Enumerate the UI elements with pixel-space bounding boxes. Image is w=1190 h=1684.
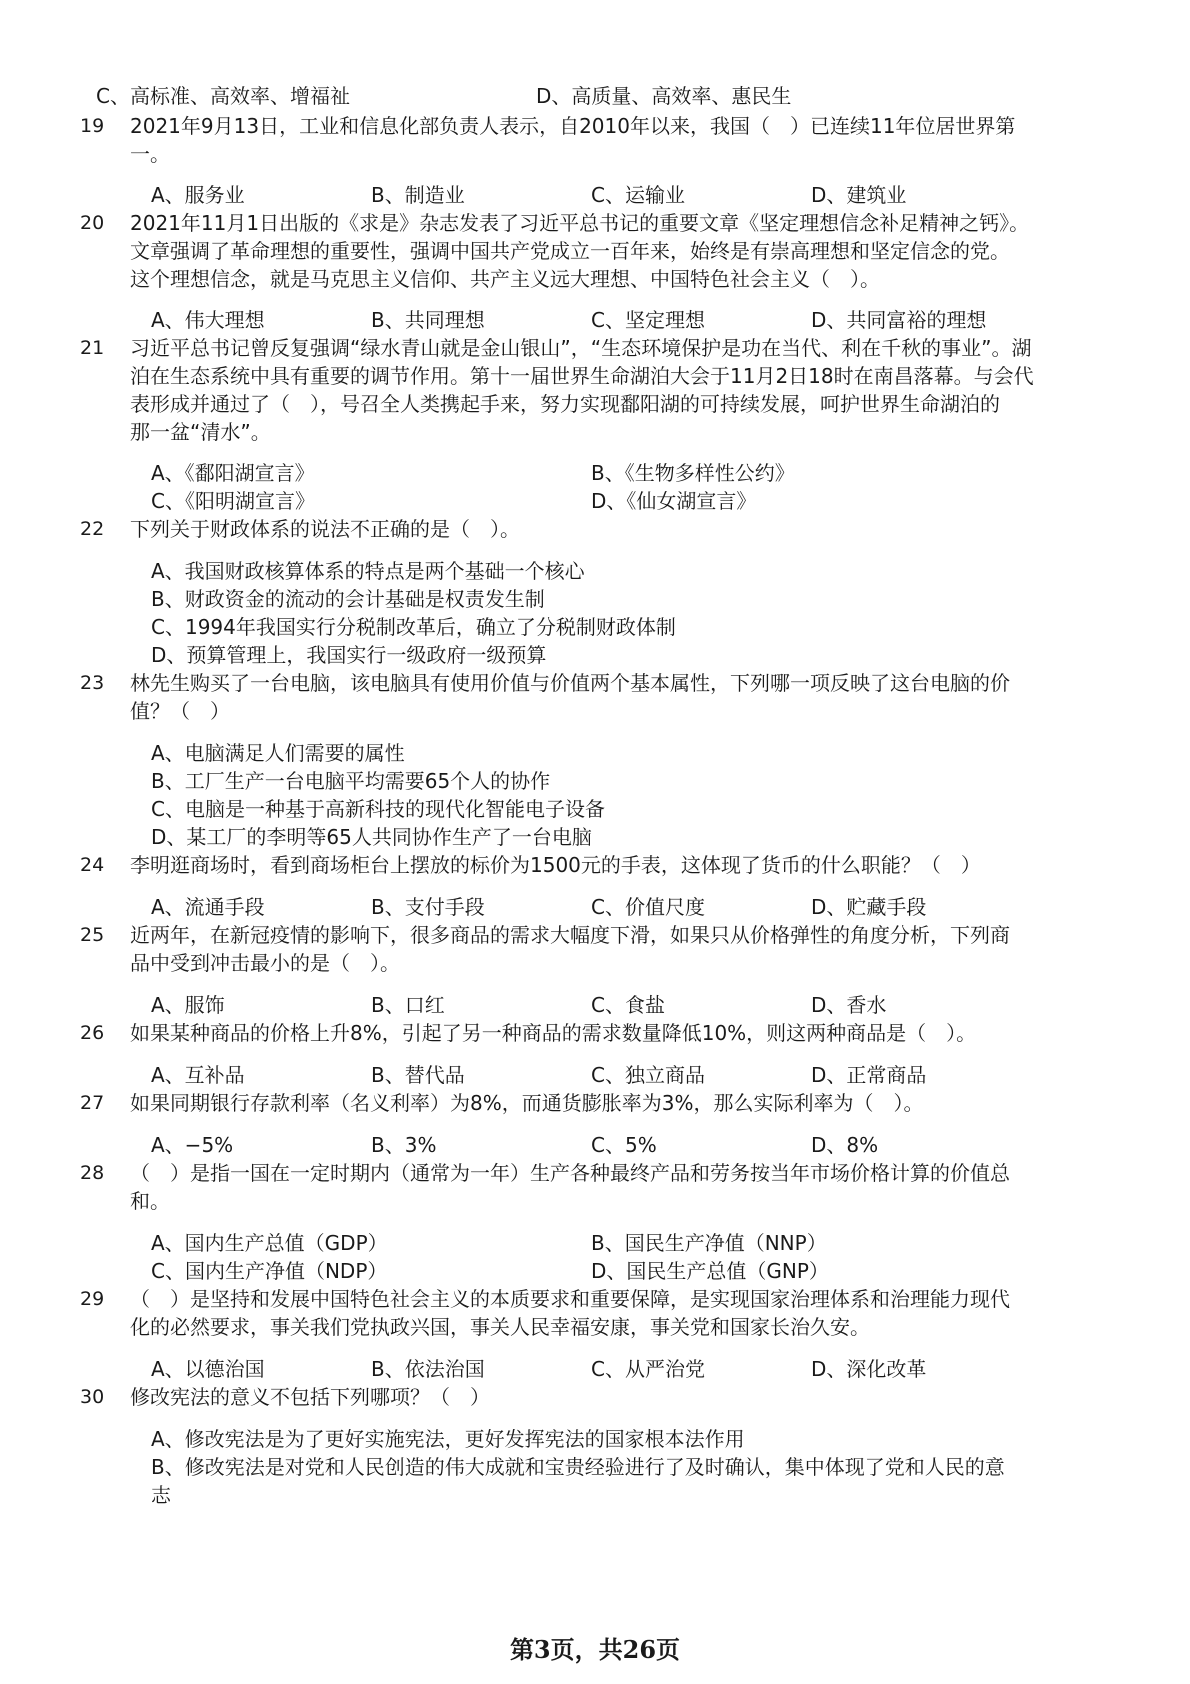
page-footer: 第3页，共26页 <box>509 1635 681 1664</box>
question-number: 26 <box>80 1022 105 1044</box>
option-a: A、《鄱阳湖宣言》 <box>151 461 315 485</box>
option-d: D、深化改革 <box>811 1357 927 1381</box>
option-a: A、以德治国 <box>151 1357 265 1381</box>
option-d: D、正常商品 <box>811 1063 927 1087</box>
option-d: D、《仙女湖宣言》 <box>591 489 757 513</box>
option-d: D、香水 <box>811 993 887 1017</box>
option-c: C、价值尺度 <box>591 895 705 919</box>
question-number: 19 <box>80 115 105 137</box>
question-text: 2021年9月13日，工业和信息化部负责人表示，自2010年以来，我国（ ）已连续11年位居世界第 <box>130 114 1016 138</box>
option-a: A、服务业 <box>151 183 245 207</box>
option-c: C、5% <box>591 1133 657 1157</box>
option-d: D、建筑业 <box>811 183 907 207</box>
option-a: A、伟大理想 <box>151 308 265 332</box>
question-text: 泊在生态系统中具有重要的调节作用。第十一届世界生命湖泊大会于11月2日18时在南昌落幕。与会代 <box>130 364 1034 388</box>
option-d: D、高质量、高效率、惠民生 <box>536 84 792 108</box>
question-text: 这个理想信念，就是马克思主义信仰、共产主义远大理想、中国特色社会主义（ ）。 <box>130 267 880 291</box>
option-c: C、坚定理想 <box>591 308 705 332</box>
option-d: D、共同富裕的理想 <box>811 308 987 332</box>
option-c: C、1994年我国实行分税制改革后，确立了分税制财政体制 <box>151 615 676 639</box>
option-b: B、依法治国 <box>371 1357 485 1381</box>
question-number: 20 <box>80 212 105 234</box>
option-c: C、独立商品 <box>591 1063 705 1087</box>
option-b: B、3% <box>371 1133 437 1157</box>
question-text: （ ）是指一国在一定时期内（通常为一年）生产各种最终产品和劳务按当年市场价格计算的价值总 <box>130 1161 1010 1185</box>
option-c: C、电脑是一种基于高新科技的现代化智能电子设备 <box>151 797 605 821</box>
option-d: D、8% <box>811 1133 879 1157</box>
option-a: A、电脑满足人们需要的属性 <box>151 741 405 765</box>
option-c: C、高标准、高效率、增福祉 <box>96 84 350 108</box>
option-a: A、流通手段 <box>151 895 265 919</box>
option-b: B、工厂生产一台电脑平均需要65个人的协作 <box>151 769 551 793</box>
option-c: C、食盐 <box>591 993 665 1017</box>
question-text: 那一盆“清水”。 <box>130 420 271 444</box>
option-d: D、贮藏手段 <box>811 895 927 919</box>
option-d: D、预算管理上，我国实行一级政府一级预算 <box>151 643 547 667</box>
question-text: 化的必然要求，事关我们党执政兴国，事关人民幸福安康，事关党和国家长治久安。 <box>130 1315 870 1339</box>
question-text: 习近平总书记曾反复强调“绿水青山就是金山银山”，“生态环境保护是功在当代、利在千秋的事业”。湖 <box>130 336 1032 360</box>
option-b: B、制造业 <box>371 183 465 207</box>
question-text: 李明逛商场时，看到商场柜台上摆放的标价为1500元的手表，这体现了货币的什么职能？（ ） <box>130 853 981 877</box>
option-c: C、国内生产净值（NDP） <box>151 1259 388 1283</box>
option-b: B、共同理想 <box>371 308 485 332</box>
question-number: 23 <box>80 672 105 694</box>
question-text: （ ）是坚持和发展中国特色社会主义的本质要求和重要保障，是实现国家治理体系和治理能力现代 <box>130 1287 1010 1311</box>
question-text: 值？（ ） <box>130 699 230 723</box>
question-text: 如果某种商品的价格上升8%，引起了另一种商品的需求数量降低10%，则这两种商品是（ ）。 <box>130 1021 977 1045</box>
option-a: A、我国财政核算体系的特点是两个基础一个核心 <box>151 559 585 583</box>
question-number: 28 <box>80 1162 105 1184</box>
question-text: 2021年11月1日出版的《求是》杂志发表了习近平总书记的重要文章《坚定理想信念补足精神之钙》。 <box>130 211 1030 235</box>
question-text: 文章强调了革命理想的重要性，强调中国共产党成立一百年来，始终是有崇高理想和坚定信念的党。 <box>130 239 1010 263</box>
question-text: 下列关于财政体系的说法不正确的是（ ）。 <box>130 517 520 541</box>
question-number: 21 <box>80 337 105 359</box>
question-text: 林先生购买了一台电脑，该电脑具有使用价值与价值两个基本属性，下列哪一项反映了这台电脑的价 <box>130 671 1010 695</box>
option-c: C、运输业 <box>591 183 685 207</box>
option-a: A、服饰 <box>151 993 225 1017</box>
question-number: 29 <box>80 1288 105 1310</box>
question-number: 24 <box>80 854 105 876</box>
option-b: B、修改宪法是对党和人民创造的伟大成就和宝贵经验进行了及时确认，集中体现了党和人民的意 <box>151 1455 1005 1479</box>
option-a: A、修改宪法是为了更好实施宪法，更好发挥宪法的国家根本法作用 <box>151 1427 745 1451</box>
question-text: 一。 <box>130 142 170 166</box>
question-text: 修改宪法的意义不包括下列哪项？（ ） <box>130 1385 490 1409</box>
option-b: B、口红 <box>371 993 445 1017</box>
question-text: 近两年，在新冠疫情的影响下，很多商品的需求大幅度下滑，如果只从价格弹性的角度分析，下列商 <box>130 923 1010 947</box>
question-number: 30 <box>80 1386 105 1408</box>
option-b: B、替代品 <box>371 1063 465 1087</box>
option-b: B、《生物多样性公约》 <box>591 461 795 485</box>
question-number: 27 <box>80 1092 105 1114</box>
question-text: 品中受到冲击最小的是（ ）。 <box>130 951 400 975</box>
question-text: 表形成并通过了（ ），号召全人类携起手来，努力实现鄱阳湖的可持续发展，呵护世界生命湖泊的 <box>130 392 1000 416</box>
option-a: A、−5% <box>151 1133 234 1157</box>
question-number: 22 <box>80 518 105 540</box>
option-b: B、财政资金的流动的会计基础是权责发生制 <box>151 587 545 611</box>
option-b: B、支付手段 <box>371 895 485 919</box>
option-d: D、某工厂的李明等65人共同协作生产了一台电脑 <box>151 825 592 849</box>
question-number: 25 <box>80 924 105 946</box>
question-text: 和。 <box>130 1189 170 1213</box>
option-a: A、国内生产总值（GDP） <box>151 1231 388 1255</box>
option-c: C、从严治党 <box>591 1357 705 1381</box>
option-b: B、国民生产净值（NNP） <box>591 1231 827 1255</box>
option-c: C、《阳明湖宣言》 <box>151 489 315 513</box>
option-d: D、国民生产总值（GNP） <box>591 1259 829 1283</box>
option-b-continued: 志 <box>151 1483 171 1507</box>
question-text: 如果同期银行存款利率（名义利率）为8%，而通货膨胀率为3%，那么实际利率为（ ）。 <box>130 1091 924 1115</box>
option-a: A、互补品 <box>151 1063 245 1087</box>
